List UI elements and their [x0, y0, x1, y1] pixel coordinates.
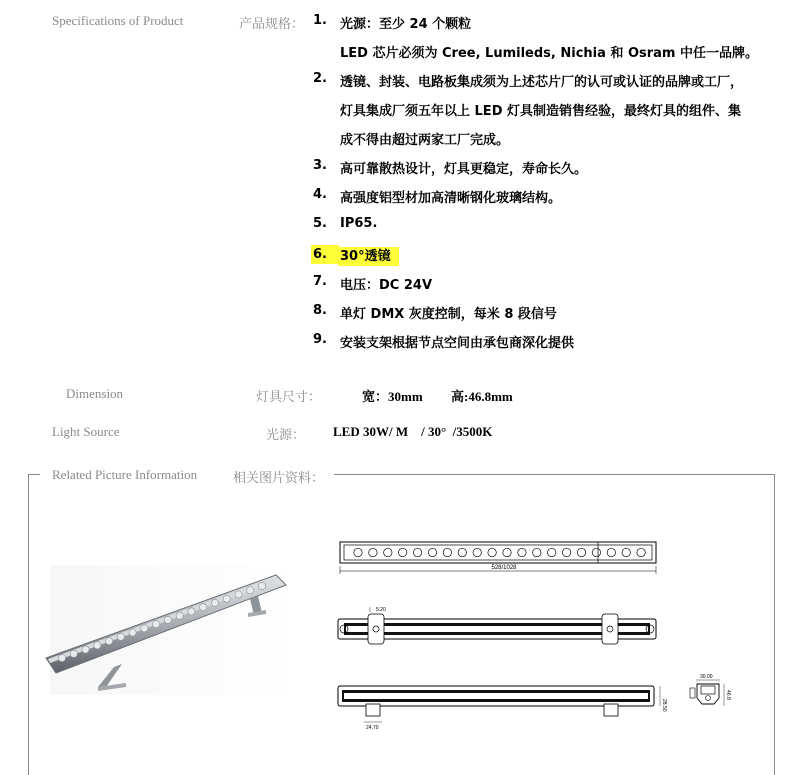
dimension-height-value: 46.8mm [468, 389, 513, 404]
spec-item-number: 6. [311, 245, 339, 264]
photo-led [153, 621, 160, 628]
led-outline [577, 548, 585, 556]
led-outline [458, 548, 466, 556]
led-outline [384, 548, 392, 556]
spec-item-highlight: 30°透镜 [338, 247, 399, 266]
led-outline [518, 548, 526, 556]
dimension-height-label: 高: [451, 389, 469, 404]
photo-led [235, 591, 242, 598]
drawing-section-width-label: 30.00 [700, 674, 713, 680]
led-outline [637, 548, 645, 556]
light-source-label-en: Light Source [52, 424, 120, 439]
spec-item-number: 2. [313, 71, 327, 86]
photo-led [258, 582, 265, 589]
drawing-top-view [336, 604, 661, 644]
led-outline [428, 548, 436, 556]
spec-item-number: 3. [313, 158, 327, 173]
photo-led [200, 604, 207, 611]
drawing-cross-section [684, 672, 734, 722]
related-picture-label-cn: 相关图片资料： [233, 471, 325, 486]
spec-item-text [340, 245, 399, 264]
led-outline [622, 548, 630, 556]
spec-item-text: 安装支架根据节点空间由承包商深化提供 [340, 336, 575, 351]
drawing-side-view [336, 680, 676, 732]
photo-led [141, 625, 148, 632]
photo-led [117, 633, 124, 640]
photo-led [129, 629, 136, 636]
spec-item-text: 光源：至少 24 个颗粒 [340, 17, 472, 32]
light-source-value: LED 30W/ M / 30° /3500K [333, 424, 493, 439]
led-outline [592, 548, 600, 556]
led-outline [548, 548, 556, 556]
spec-item-text: 透镜、封装、电路板集成须为上述芯片厂的认可或认证的品牌或工厂， [340, 75, 744, 90]
product-photo [40, 555, 310, 705]
spec-item-text: 高强度铝型材加高清晰钢化玻璃结构。 [340, 191, 562, 206]
photo-led [58, 654, 65, 661]
spec-item-number: 1. [313, 13, 327, 28]
led-outline [443, 548, 451, 556]
photo-led [94, 642, 101, 649]
spec-item-text: 电压：DC 24V [340, 278, 433, 293]
dimension-width [362, 386, 423, 405]
dimension-height [451, 386, 513, 405]
spec-item-number: 7. [313, 274, 327, 289]
dimension-label-cn: 灯具尺寸： [256, 390, 322, 405]
photo-led [176, 612, 183, 619]
related-picture-label-en: Related Picture Information [52, 467, 198, 482]
led-outline [399, 548, 407, 556]
led-outline [533, 548, 541, 556]
light-source-label-cn: 光源： [266, 428, 306, 443]
photo-led [70, 650, 77, 657]
spec-item-text: 成不得由超过两家工厂完成。 [340, 133, 510, 148]
spec-item-text: 单灯 DMX 灰度控制，每米 8 段信号 [340, 307, 557, 322]
led-outline [488, 548, 496, 556]
drawing-side-height-label: 28.50 [661, 699, 667, 712]
dimension-label-en: Dimension [66, 386, 124, 401]
drawing-section-height-label: 46.8 [725, 690, 731, 700]
spec-item-number: 9. [313, 332, 327, 347]
specifications-label-en: Specifications of Product [52, 13, 184, 28]
dimension-width-label: 宽： [362, 389, 389, 404]
photo-led [211, 599, 218, 606]
spec-item-number: 8. [313, 303, 327, 318]
led-outline [562, 548, 570, 556]
led-outline [413, 548, 421, 556]
photo-led [105, 637, 112, 644]
led-outline [369, 548, 377, 556]
spec-item-text: IP65. [340, 216, 378, 231]
drawing-base-label: 24.70 [366, 725, 379, 731]
spec-item-number: 4. [313, 187, 327, 202]
spec-item-number: 5. [313, 216, 327, 231]
photo-led [188, 608, 195, 615]
spec-item-text: 高可靠散热设计，灯具更稳定，寿命长久。 [340, 162, 588, 177]
photo-led [164, 616, 171, 623]
led-outline [503, 548, 511, 556]
led-outline [473, 548, 481, 556]
drawing-length-label: 528/1028 [491, 565, 517, 571]
spec-item-text: 灯具集成厂须五年以上 LED 灯具制造销售经验，最终灯具的组件、集 [340, 104, 742, 119]
photo-led [223, 595, 230, 602]
photo-led [82, 646, 89, 653]
led-outline [354, 548, 362, 556]
dimension-width-value: 30mm [388, 389, 423, 404]
drawing-bracket-label: 5.20 [376, 607, 386, 613]
led-outline [607, 548, 615, 556]
spec-item-text: LED 芯片必须为 Cree, Lumileds, Nichia 和 Osram 中任一品牌。 [340, 46, 758, 61]
specifications-label-cn: 产品规格： [239, 17, 305, 32]
drawing-front-view [336, 538, 661, 578]
photo-led [247, 587, 254, 594]
